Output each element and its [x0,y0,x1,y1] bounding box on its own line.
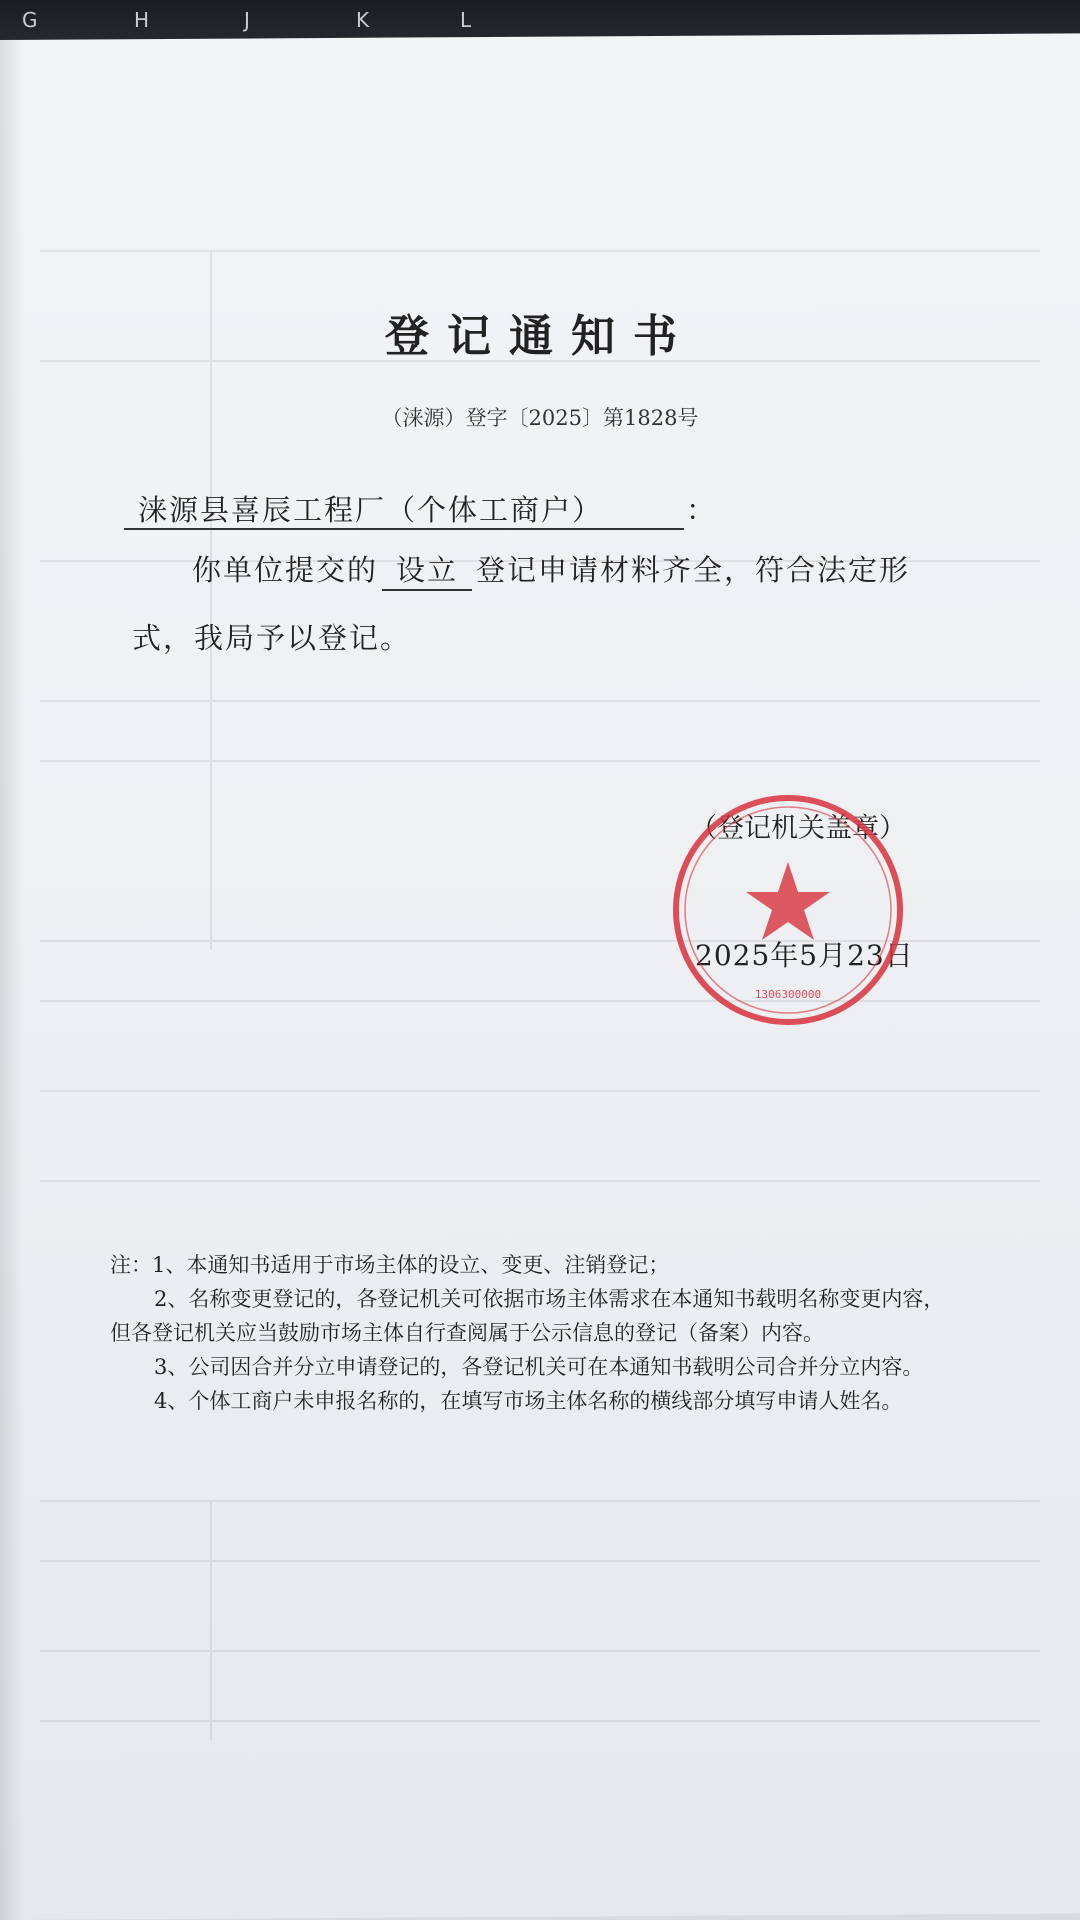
seal-code: 1306300000 [754,988,822,1001]
note-item: 4、个体工商户未申报名称的，在填写市场主体名称的横线部分填写申请人姓名。 [154,1389,903,1413]
body-suffix: 登记申请材料齐全，符合法定形 [476,553,911,587]
note-item: 但各登记机关应当鼓励市场主体自行查阅属于公示信息的登记（备案）内容。 [110,1321,824,1345]
issue-date: 2025年5月23日 [695,939,914,972]
registration-type-field: 设立 [382,548,472,591]
official-seal [668,790,908,1030]
recipient-underline [124,528,684,530]
document-number: （涞源）登字〔2025〕第1828号 [381,406,699,430]
keyboard-key: J [244,8,250,32]
keyboard-key: K [356,8,370,32]
keyboard-key: L [460,8,472,32]
recipient-colon: ： [686,493,716,527]
notes-section [110,1248,1010,1418]
seal-label: （登记机关盖章） [690,813,906,844]
body-paragraph-line-2: 式，我局予以登记。 [132,621,412,655]
note-item: 2、名称变更登记的，各登记机关可依据市场主体需求在本通知书载明名称变更内容， [154,1287,945,1311]
star-icon [746,862,830,940]
body-paragraph-line-1 [192,548,910,591]
body-prefix: 你单位提交的 [192,553,379,587]
recipient-name: 涞源县喜辰工程厂（个体工商户） [138,493,604,527]
keyboard-key: G [22,8,38,32]
note-item: 注：1、本通知书适用于市场主体的设立、变更、注销登记； [110,1253,670,1277]
note-item: 3、公司因合并分立申请登记的，各登记机关可在本通知书载明公司合并分立内容。 [154,1355,924,1379]
keyboard-key: H [134,8,150,32]
document-title: 登记通知书 [385,311,695,362]
